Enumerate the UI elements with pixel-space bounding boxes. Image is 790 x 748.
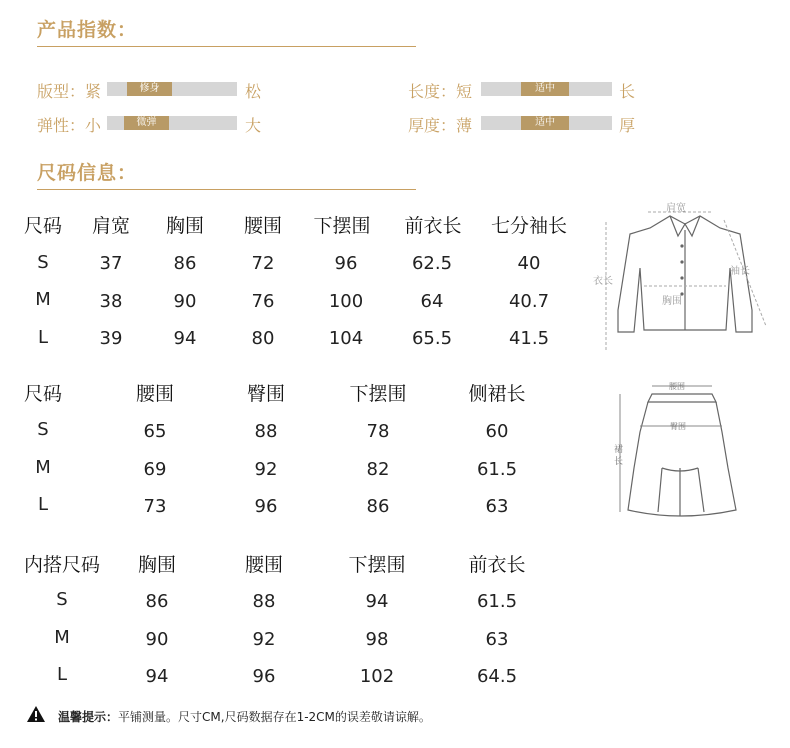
thickness-scale — [481, 116, 612, 130]
table-cell: 38 — [99, 291, 123, 312]
table-cell: 78 — [366, 421, 390, 442]
table-header: 前衣长 — [404, 215, 462, 237]
table-cell: 92 — [252, 629, 276, 650]
shirt-sleeve-label: 袖长 — [730, 266, 750, 277]
size-info-divider — [37, 189, 416, 190]
table-cell: L — [37, 494, 49, 515]
table-cell: 92 — [254, 459, 278, 480]
skirt-measurement-diagram — [600, 372, 760, 522]
skirt-length-label-part-1: 裙 — [614, 445, 624, 455]
skirt-length-label-part-2: 长 — [614, 457, 624, 467]
skirt-waist-label: 腰围 — [669, 382, 685, 391]
table-cell: 64 — [420, 291, 444, 312]
fit-label: 版型：紧 — [37, 82, 102, 101]
footer-note-text: 平铺测量。尺寸CM,尺码数据存在1-2CM的误差敬请谅解。 — [118, 710, 431, 724]
table-cell: 40 — [517, 253, 541, 274]
table-cell: 72 — [251, 253, 275, 274]
thickness-scale-end: 厚 — [619, 116, 636, 135]
table-header: 内搭尺码 — [23, 554, 101, 576]
table-cell: 86 — [366, 496, 390, 517]
shirt-measurement-diagram — [590, 190, 780, 360]
table-cell: 65.5 — [411, 328, 453, 349]
table-cell: S — [37, 252, 49, 273]
table-cell: M — [35, 289, 51, 310]
table-header: 七分袖长 — [490, 215, 568, 237]
table-cell: 39 — [99, 328, 123, 349]
table-cell: 65 — [143, 421, 167, 442]
table-cell: 80 — [251, 328, 275, 349]
table-cell: M — [54, 627, 70, 648]
elasticity-scale — [107, 116, 237, 130]
length-label: 长度：短 — [408, 82, 473, 101]
table-cell: 69 — [143, 459, 167, 480]
table-cell: 82 — [366, 459, 390, 480]
table-header: 尺码 — [23, 383, 63, 405]
elasticity-scale-end: 大 — [245, 116, 262, 135]
shirt-chest-label: 胸围 — [662, 296, 682, 307]
table-cell: 63 — [485, 496, 509, 517]
table-cell: 96 — [252, 666, 276, 687]
table-cell: 73 — [143, 496, 167, 517]
table-cell: 76 — [251, 291, 275, 312]
table-header: 下摆围 — [349, 383, 407, 405]
table-cell: 40.7 — [508, 291, 550, 312]
elasticity-scale-marker: 微弹 — [124, 116, 169, 130]
table-cell: S — [37, 419, 49, 440]
table-cell: M — [35, 457, 51, 478]
skirt-length-label — [614, 444, 623, 468]
table-cell: 86 — [173, 253, 197, 274]
table-header: 下摆围 — [348, 554, 406, 576]
table-cell: 63 — [485, 629, 509, 650]
table-cell: L — [56, 664, 68, 685]
table-header: 尺码 — [23, 215, 63, 237]
table-header: 腰围 — [244, 554, 284, 576]
table-cell: 94 — [145, 666, 169, 687]
table-cell: 94 — [173, 328, 197, 349]
table-cell: 62.5 — [411, 253, 453, 274]
table-header: 臀围 — [246, 383, 286, 405]
length-scale-end: 长 — [619, 82, 636, 101]
table-cell: 98 — [365, 629, 389, 650]
table-header: 胸围 — [137, 554, 177, 576]
thickness-scale-marker: 适中 — [521, 116, 569, 130]
length-scale — [481, 82, 612, 96]
table-header: 胸围 — [165, 215, 205, 237]
footer-note — [58, 708, 431, 725]
size-info-title: 尺码信息： — [37, 162, 138, 184]
table-cell: 90 — [145, 629, 169, 650]
table-cell: 96 — [334, 253, 358, 274]
warning-icon — [26, 705, 46, 723]
footer-note-prefix: 温馨提示： — [58, 710, 119, 724]
fit-scale-marker: 修身 — [127, 82, 172, 96]
table-cell: 102 — [359, 666, 395, 687]
table-cell: 64.5 — [476, 666, 518, 687]
table-cell: 88 — [254, 421, 278, 442]
table-cell: 90 — [173, 291, 197, 312]
table-cell: 61.5 — [476, 591, 518, 612]
length-scale-marker: 适中 — [521, 82, 569, 96]
table-cell: 104 — [328, 328, 364, 349]
elasticity-label: 弹性：小 — [37, 116, 102, 135]
product-index-divider — [37, 46, 416, 47]
table-header: 腰围 — [135, 383, 175, 405]
table-cell: 96 — [254, 496, 278, 517]
table-header: 前衣长 — [468, 554, 526, 576]
table-cell: 60 — [485, 421, 509, 442]
table-header: 侧裙长 — [468, 383, 526, 405]
table-cell: 94 — [365, 591, 389, 612]
shirt-shoulder-label: 肩宽 — [666, 203, 686, 214]
table-cell: 61.5 — [476, 459, 518, 480]
thickness-label: 厚度：薄 — [408, 116, 473, 135]
table-header: 腰围 — [243, 215, 283, 237]
table-cell: 37 — [99, 253, 123, 274]
table-cell: S — [56, 589, 68, 610]
table-header: 下摆围 — [313, 215, 371, 237]
table-cell: 41.5 — [508, 328, 550, 349]
table-cell: 88 — [252, 591, 276, 612]
table-cell: 100 — [328, 291, 364, 312]
product-index-title: 产品指数： — [37, 19, 138, 41]
fit-scale — [107, 82, 237, 96]
fit-scale-end: 松 — [245, 82, 262, 101]
table-header: 肩宽 — [91, 215, 131, 237]
table-cell: 86 — [145, 591, 169, 612]
skirt-hip-label: 臀围 — [670, 422, 686, 431]
shirt-length-label: 衣长 — [593, 276, 613, 287]
table-cell: L — [37, 327, 49, 348]
